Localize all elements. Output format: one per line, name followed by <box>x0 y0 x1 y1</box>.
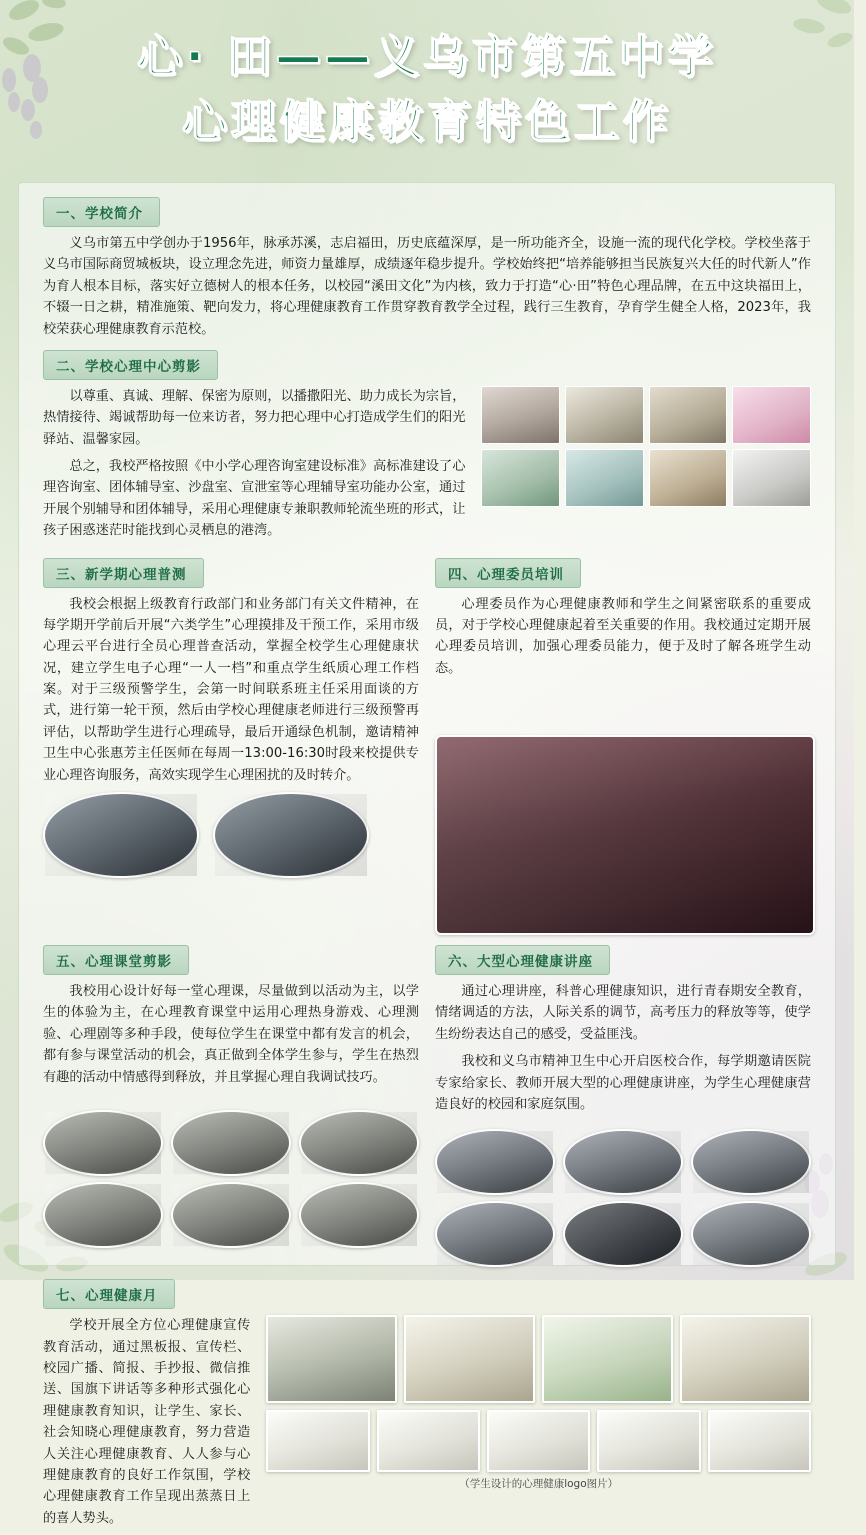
paragraph: 我校和义乌市精神卫生中心开启医校合作，每学期邀请医院专家给家长、教师开展大型的心理健康讲座，为学生心理健康营造良好的校园和家庭氛围。 <box>435 1054 811 1112</box>
photo-student-logo-4 <box>597 1410 700 1472</box>
section-committee-training <box>435 558 811 936</box>
paragraph: 总之，我校严格按照《中小学心理咨询室建设标准》高标准建设了心理咨询室、团体辅导室、沙盘室、宣泄室等心理辅导室功能办公室，通过开展个别辅导和团体辅导，采用心理健康专兼职教师轮流坐班的形式，让孩子困惑迷茫时能找到心灵栖息的港湾。 <box>43 459 466 539</box>
photo-lecture-photo-6 <box>691 1201 811 1267</box>
poster-title <box>0 0 854 165</box>
poster-title-line-1: 心· 田——义乌市第五中学 <box>137 30 717 83</box>
photo-pink-poster-board <box>732 386 811 444</box>
lecture-photo-row-1 <box>435 1129 811 1195</box>
photo-sofa-counseling-room <box>481 386 560 444</box>
lecture-photo-row-2 <box>435 1201 811 1267</box>
section-psych-class <box>43 945 419 1267</box>
photo-class-photo-3 <box>299 1110 419 1176</box>
paragraph: 我校会根据上级教育行政部门和业务部门有关文件精神，在每学期开学前后开展“六类学生”心理摸排及干预工作，采用市级心理云平台进行全员心理普查活动，掌握全校学生心理健康状况，建立学生电子心理“一人一档”和重点学生纸质心理工作档案。对于三级预警学生，会第一时间联系班主任采用面谈的方式，进行第一轮干预，然后由学校心理健康老师进行三级预警再评估，以帮助学生进行心理疏导，最后开通绿色机制，邀请精神卫生中心张惠芳主任医师在每周一13:00-16:30时段来校提供专业心理咨询服务，高效实现学生心理困扰的及时转介。 <box>43 596 419 783</box>
photo-wooden-table-room <box>649 449 728 507</box>
photo-school-gate-banner-photo <box>404 1315 535 1403</box>
photo-student-logo-5 <box>708 1410 811 1472</box>
psych-class-photo-row-2 <box>43 1182 419 1248</box>
photo-computer-lab-testing-1 <box>43 792 199 878</box>
section-large-lecture <box>435 945 811 1267</box>
section-semester-survey <box>43 558 419 936</box>
section-heading: 三、新学期心理普测 <box>43 558 204 588</box>
photo-lecture-photo-1 <box>435 1129 555 1195</box>
paragraph: 通过心理讲座，科普心理健康知识，进行青春期安全教育，情绪调适的方法，人际关系的调节，高考压力的释放等等，使学生纷纷表达自己的感受，受益匪浅。 <box>435 984 811 1042</box>
section-school-intro <box>43 197 811 340</box>
section-heading: 四、心理委员培训 <box>435 558 581 588</box>
photo-class-photo-4 <box>43 1182 163 1248</box>
photo-caption: （学生设计的心理健康logo图片） <box>459 1478 619 1491</box>
photo-sand-tray-room <box>649 386 728 444</box>
photo-lecture-photo-5 <box>563 1201 683 1267</box>
photo-class-photo-1 <box>43 1110 163 1176</box>
photo-green-heart-logo-wall <box>481 449 560 507</box>
photo-campus-board-photo <box>266 1315 397 1403</box>
sections-five-six <box>43 945 811 1267</box>
month-photo-row-bottom <box>266 1410 811 1472</box>
photo-class-photo-6 <box>299 1182 419 1248</box>
photo-lecture-photo-4 <box>435 1201 555 1267</box>
paragraph: 以尊重、真诚、理解、保密为原则，以播撒阳光、助力成长为宗旨，热情接待、竭诚帮助每一位来访者，努力把心理中心打造成学生们的阳光驿站、温馨家园。 <box>43 388 466 447</box>
paragraph: 学校开展全方位心理健康宣传教育活动，通过黑板报、宣传栏、校园广播、简报、手抄报、微信推送、国旗下讲话等多种形式强化心理健康教育知识，让学生、家长、社会知晓心理健康教育，努力营造人关注心理健康教育、人人参与心理健康教育的良好工作氛围，学校心理健康教育工作呈现出蒸蒸日上的喜人势头。 <box>43 1318 251 1526</box>
psych-class-photo-row-1 <box>43 1110 419 1176</box>
section-heading: 六、大型心理健康讲座 <box>435 945 610 975</box>
mental-health-month-photos <box>266 1315 811 1535</box>
section-heading: 五、心理课堂剪影 <box>43 945 189 975</box>
photo-student-logo-2 <box>377 1410 480 1472</box>
paragraph: 我校用心设计好每一堂心理课，尽量做到以活动为主，以学生的体验为主，在心理教育课堂中运用心理热身游戏、心理测验、心理剧等多种手段，使每位学生在课堂中都有发言的机会，都有参与课堂活动的机会，真正做到全体学生参与，学生在热烈有趣的活动中情感得到释放，并且掌握心理自我调试技巧。 <box>43 984 419 1085</box>
photo-student-logo-1 <box>266 1410 369 1472</box>
photo-bookshelf-room <box>565 386 644 444</box>
photo-white-equipment-room <box>732 449 811 507</box>
photo-broadcast-poster-photo <box>680 1315 811 1403</box>
sections-three-four <box>43 558 811 936</box>
photo-logo-design-green-leaf <box>542 1315 673 1403</box>
photo-lecture-photo-2 <box>563 1129 683 1195</box>
photo-class-photo-2 <box>171 1110 291 1176</box>
photo-student-logo-3 <box>487 1410 590 1472</box>
photo-auditorium-training-session <box>435 735 815 935</box>
section-mental-health-month <box>43 1279 811 1535</box>
photo-lecture-photo-3 <box>691 1129 811 1195</box>
month-photo-row-top <box>266 1315 811 1403</box>
psych-center-photo-grid <box>481 386 811 548</box>
photo-teal-activity-room <box>565 449 644 507</box>
paragraph: 心理委员作为心理健康教师和学生之间紧密联系的重要成员，对于学校心理健康起着至关重要的作用。我校通过定期开展心理委员培训，加强心理委员能力，便于及时了解各班学生动态。 <box>435 596 811 676</box>
paragraph: 义乌市第五中学创办于1956年，脉承苏溪，志启福田，历史底蕴深厚，是一所功能齐全，设施一流的现代化学校。学校坐落于义乌市国际商贸城板块，设立理念先进，师资力量雄厚，成绩逐年稳步提升。学校始终把“培养能够担当民族复兴大任的时代新人”作为育人根本目标，落实好立德树人的根本任务，以校园“溪田文化”为内核，致力于打造“心·田”特色心理品牌，在五中这块福田上，不辍一日之耕，精准施策、靶向发力，将心理健康教育工作贯穿教育教学全过程，践行三生教育，孕育学生健全人格，2023年，我校荣获心理健康教育示范校。 <box>43 236 811 337</box>
poster-title-line-2: 心理健康教育特色工作 <box>181 95 672 149</box>
semester-survey-photos <box>43 792 419 878</box>
photo-class-photo-5 <box>171 1182 291 1248</box>
section-heading: 二、学校心理中心剪影 <box>43 350 218 380</box>
poster-body <box>18 182 836 1526</box>
photo-computer-lab-testing-2 <box>213 792 369 878</box>
section-heading: 七、心理健康月 <box>43 1279 175 1309</box>
section-heading: 一、学校简介 <box>43 197 160 227</box>
section-psych-center <box>43 350 811 548</box>
